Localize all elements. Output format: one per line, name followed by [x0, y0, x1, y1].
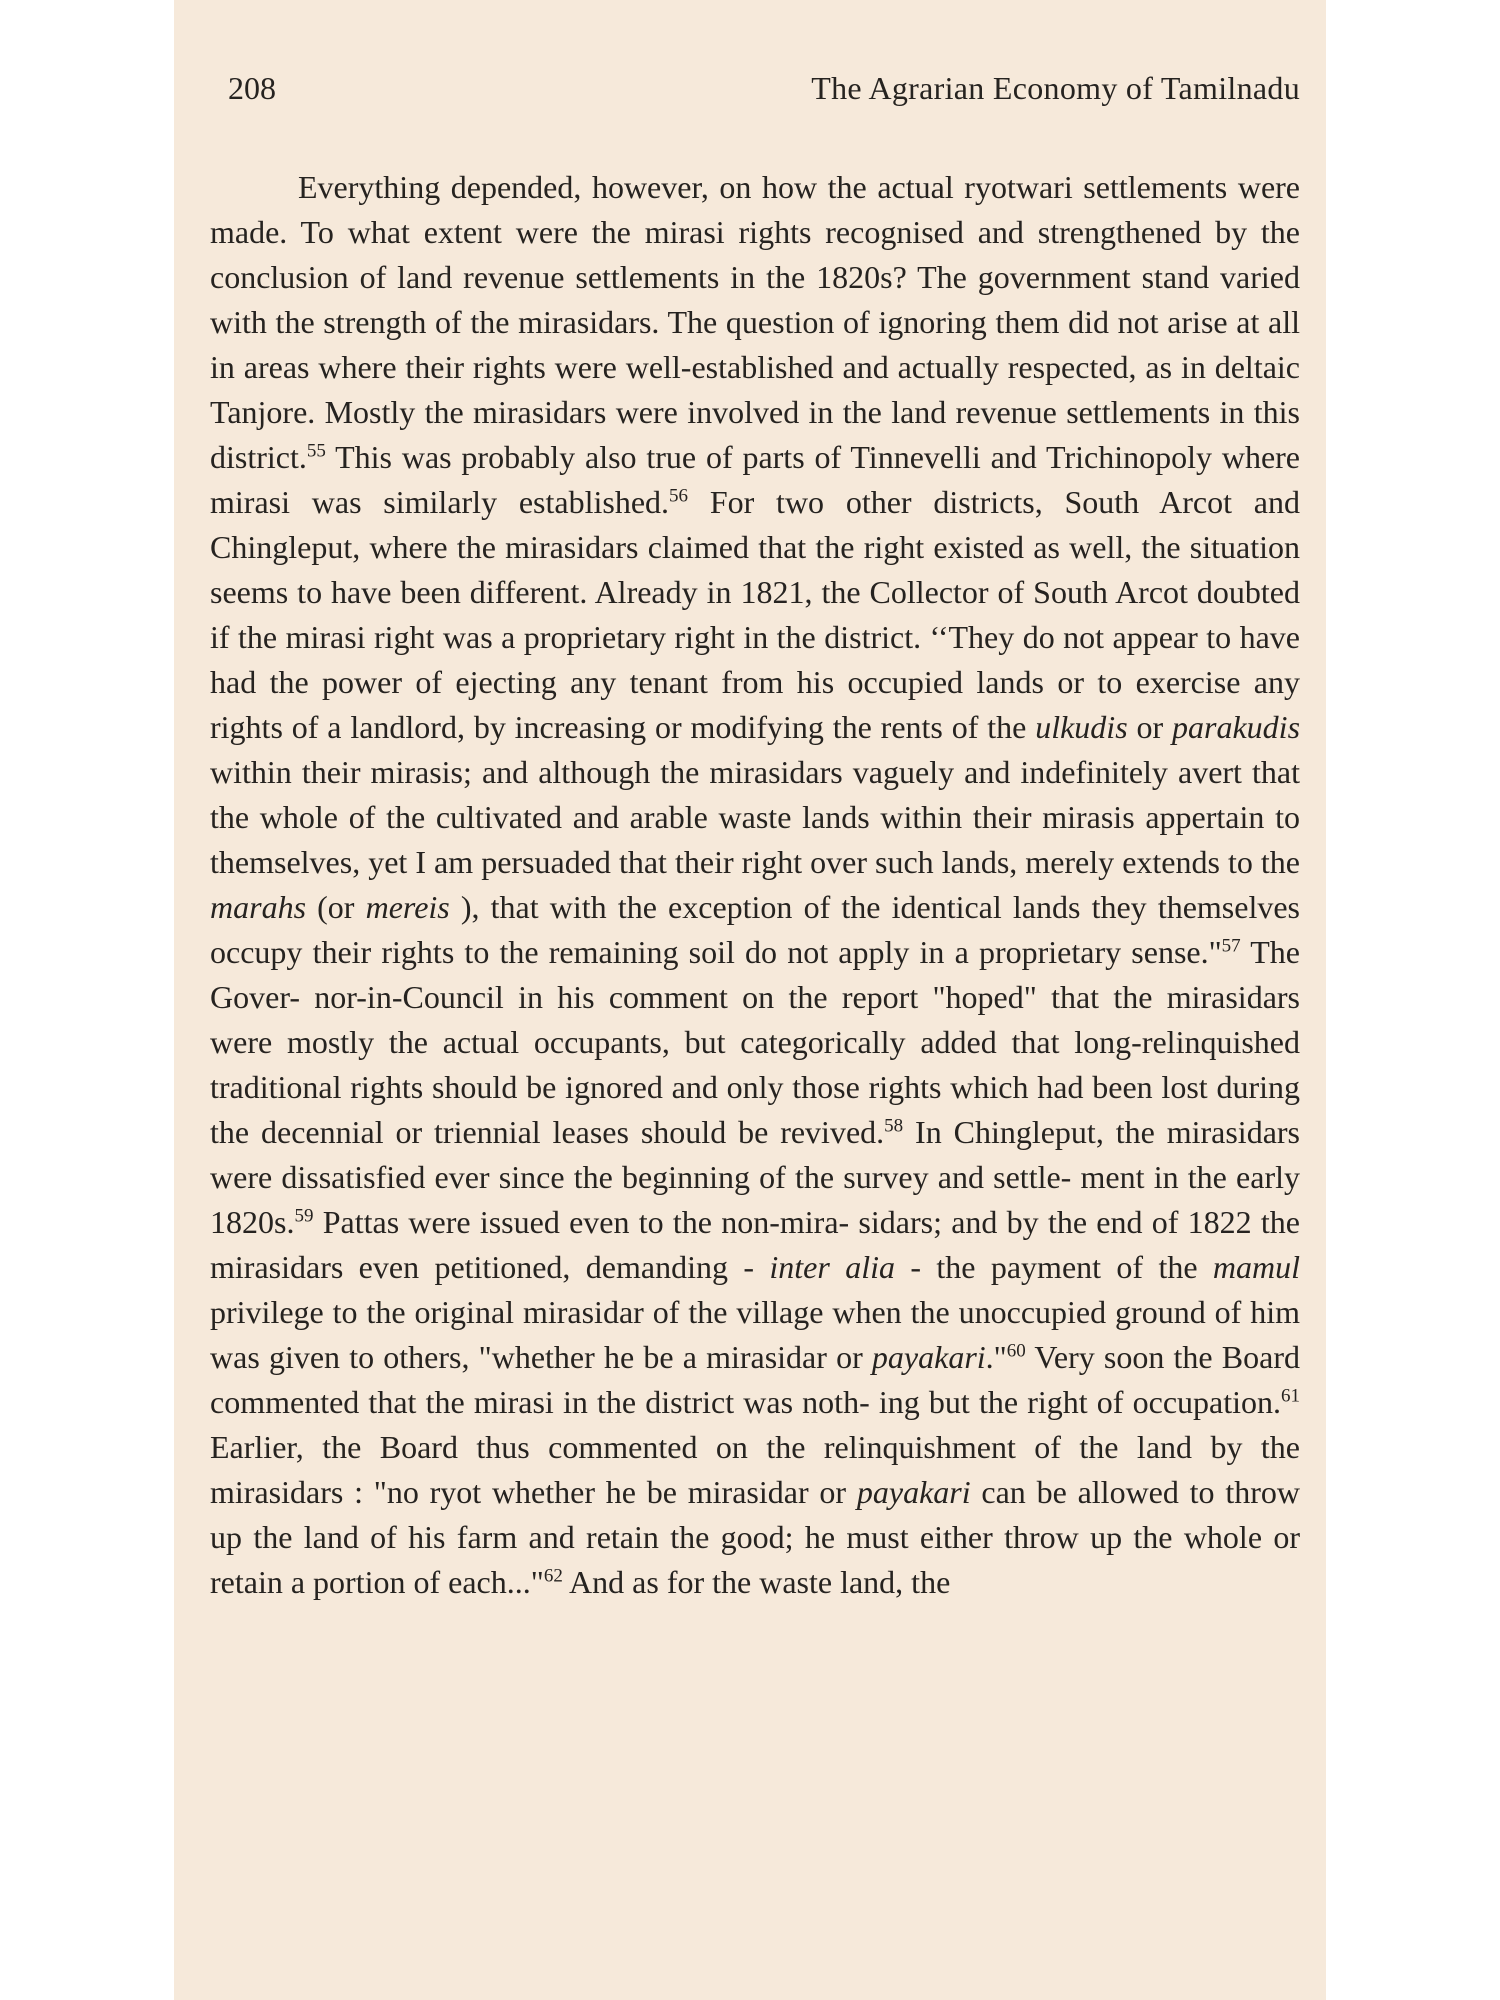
body-paragraph	[210, 165, 1300, 1605]
footnote-reference: 55	[306, 440, 326, 462]
text-segment: privilege to the original mirasidar of the village when the unoccupied ground of him was given to others, "whether he be a mirasidar or	[210, 1294, 1300, 1375]
text-segment: can be allowed to throw up the land of his farm and retain the good; he must either throw up the whole or retain a portion of each..."	[210, 1474, 1301, 1600]
text-segment: This was probably also true of parts of Tinnevelli and Trichinopoly where mirasi was similarly established.	[210, 439, 1300, 520]
footnote-reference: 59	[294, 1205, 314, 1227]
italic-term: parakudis	[1172, 709, 1301, 745]
text-segment: Very soon the Board commented that the mirasi in the district was noth- ing but the right of occupation.	[210, 1339, 1300, 1420]
text-segment: (or	[306, 889, 366, 925]
italic-term: marahs	[210, 889, 307, 925]
running-head: The Agrarian Economy of Tamilnadu	[811, 70, 1300, 106]
italic-term: mamul	[1212, 1249, 1301, 1285]
footnote-reference: 60	[1006, 1340, 1026, 1362]
footnote-reference: 61	[1281, 1385, 1300, 1407]
footnote-reference: 56	[669, 485, 689, 507]
footnote-reference: 57	[1221, 935, 1241, 957]
text-segment: within their mirasis; and although the mirasidars vaguely and indefinitely avert that the whole of the cultivated and arable waste lands within their mirasis appertain to themselves, yet I am persuaded that their right over such lands, merely extends to the	[210, 754, 1300, 880]
book-page	[174, 0, 1326, 2000]
footnote-reference: 62	[543, 1565, 563, 1587]
text-segment: - the payment of the	[894, 1249, 1213, 1285]
text-segment: For two other districts, South Arcot and Chingleput, where the mirasidars claimed that the right existed as well, the situation seems to have been different. Already in 1821, the Collector of South Arcot doubted if the mirasi right was a proprietary right in the district. ‘‘They do not appear to have had the power of ejecting any tenant from his occupied lands or to exercise any rights of a landlord, by increasing or modifying the rents of the	[210, 484, 1301, 745]
italic-term: payakari	[856, 1474, 971, 1510]
page-number: 208	[228, 70, 276, 106]
text-segment: Everything depended, however, on how the actual ryotwari settlements were made. To what extent were the mirasi rights recognised and strengthened by the conclusion of land revenue settlements in the 1820s? The government stand varied with the strength of the mirasidars. The question of ignoring them did not arise at all in areas where their rights were well-established and actually respected, as in deltaic Tanjore. Mostly the mirasidars were involved in the land revenue settlements in this district.	[210, 169, 1300, 475]
text-segment: The Gover- nor-in-Council in his comment on the report "hoped" that the mirasidars were mostly the actual occupants, but categorically added that long-relinquished traditional rights should be ignored and only those rights which had been lost during the decennial or triennial leases should be revived.	[210, 934, 1301, 1150]
page-header	[228, 70, 1300, 130]
text-segment: Earlier, the Board thus commented on the relinquishment of the land by the mirasidars : "no ryot whether he be mirasidar or	[210, 1429, 1300, 1510]
footnote-reference: 58	[884, 1115, 904, 1137]
text-segment: ."	[985, 1339, 1007, 1375]
italic-term: inter alia	[769, 1249, 895, 1285]
italic-term: payakari	[871, 1339, 986, 1375]
text-segment: or	[1127, 709, 1173, 745]
italic-term: mereis	[365, 889, 450, 925]
text-segment: ), that with the exception of the identical lands they themselves occupy their rights to the remaining soil do not apply in a proprietary sense."	[210, 889, 1301, 970]
italic-term: ulkudis	[1035, 709, 1128, 745]
text-segment: And as for the waste land, the	[562, 1564, 951, 1600]
text-segment: Pattas were issued even to the non-mira- sidars; and by the end of 1822 the mirasidars even petitioned, demanding -	[210, 1204, 1300, 1285]
text-segment: In Chingleput, the mirasidars were dissatisfied ever since the beginning of the survey and settle- ment in the early 1820s.	[210, 1114, 1301, 1240]
